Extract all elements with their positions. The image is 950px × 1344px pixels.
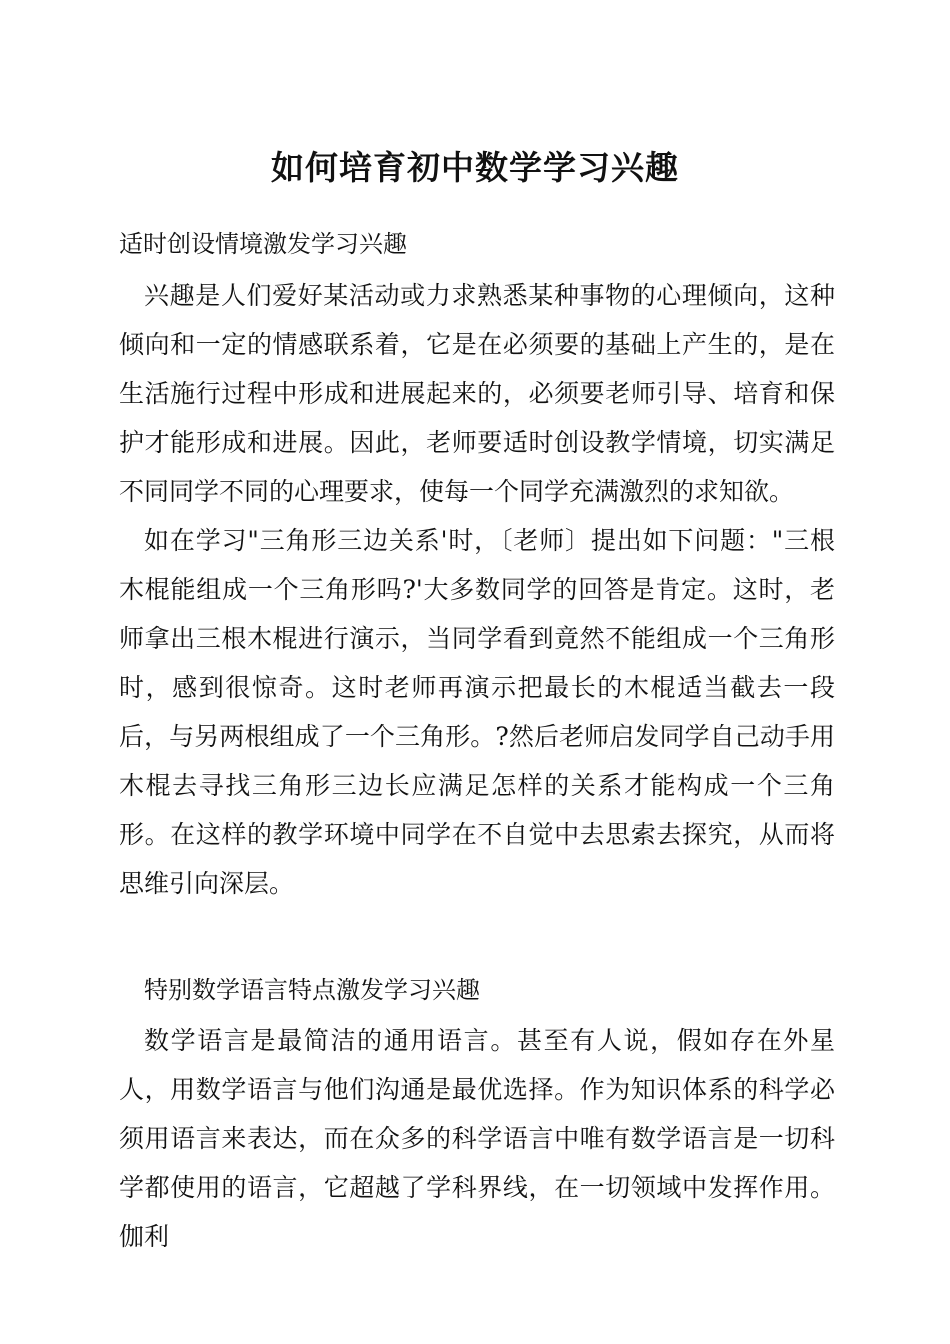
paragraph-1: 兴趣是人们爱好某活动或力求熟悉某种事物的心理倾向，这种倾向和一定的情感联系着，它是在必须要的基础上产生的，是在生活施行过程中形成和进展起来的，必须要老师引导、培育和保护才能形成和进展。因此，老师要适时创设教学情境，切实满足不同同学不同的心理要求，使每一个同学充满激烈的求知欲。 <box>119 281 835 506</box>
paragraph-3: 数学语言是最简洁的通用语言。甚至有人说，假如存在外星人，用数学语言与他们沟通是最优选择。作为知识体系的科学必须用语言来表达，而在众多的科学语言中唯有数学语言是一切科学都使用的语言，它超越了学科界线，在一切领域中发挥作用。伽利 <box>119 1026 835 1251</box>
document-title: 如何培育初中数学学习兴趣 <box>271 148 679 187</box>
section-heading-2: 特别数学语言特点激发学习兴趣 <box>144 976 480 1004</box>
paragraph-2: 如在学习"三角形三边关系'时，〔老师〕提出如下问题："三根木棍能组成一个三角形吗?'大多数同学的回答是肯定。这时，老师拿出三根木棍进行演示，当同学看到竟然不能组成一个三角形时，感到很惊奇。这时老师再演示把最长的木棍适当截去一段后，与另两根组成了一个三角形。?然后老师启发同学自己动手用木棍去寻找三角形三边长应满足怎样的关系才能构成一个三角形。在这样的教学环境中同学在不自觉中去思索去探究，从而将思维引向深层。 <box>119 526 835 898</box>
section-heading-1: 适时创设情境激发学习兴趣 <box>119 230 407 258</box>
